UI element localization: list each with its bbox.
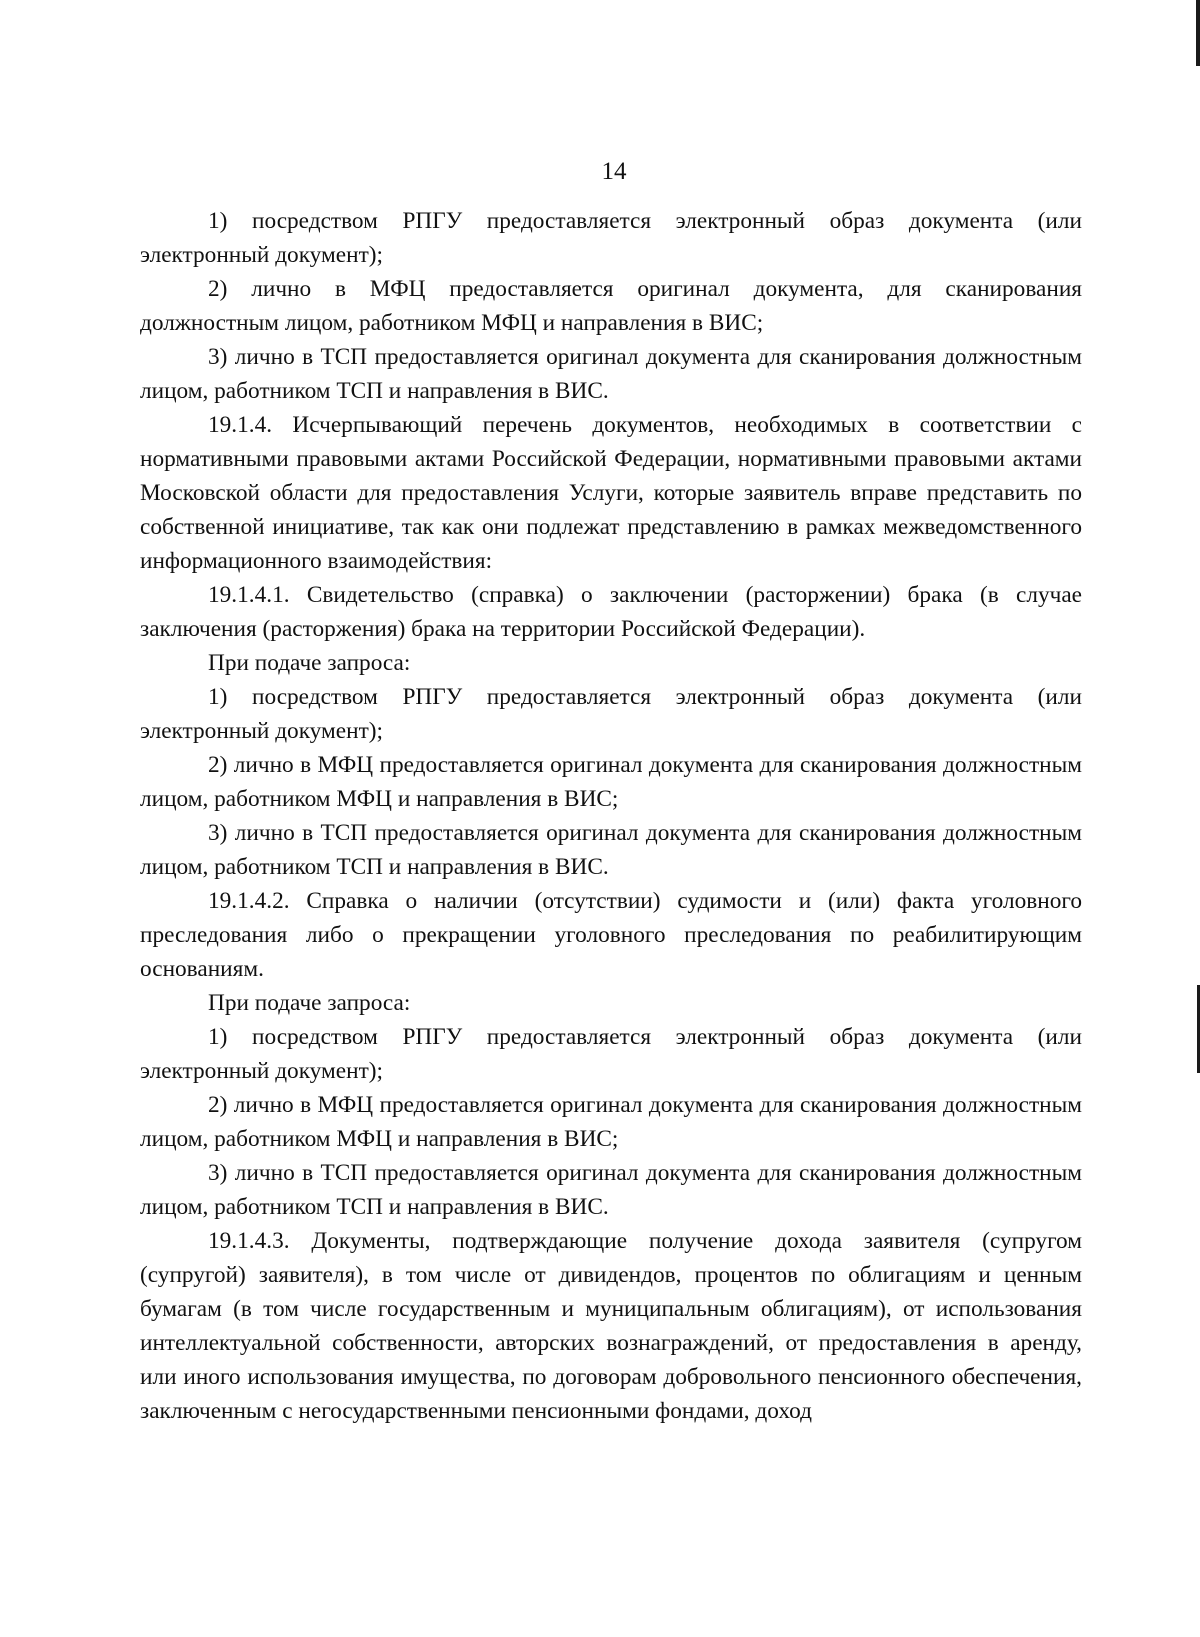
paragraph-item-2: 2) лично в МФЦ предоставляется оригинал документа для сканирования должностным лицом, работником МФЦ и направления в ВИС; [140,1092,1082,1152]
section-19-1-4-2: 19.1.4.2. Справка о наличии (отсутствии) судимости и (или) факта уголовного преследования либо о прекращении уголовного преследования по реабилитирующим основаниям. [140,888,1082,982]
request-heading: При подаче запроса: [208,650,411,676]
paragraph-item-3: 3) лично в ТСП предоставляется оригинал документа для сканирования должностным лицом, работником ТСП и направления в ВИС. [140,344,1082,404]
paragraph-item-3: 3) лично в ТСП предоставляется оригинал документа для сканирования должностным лицом, работником ТСП и направления в ВИС. [140,1160,1082,1220]
paragraph-item-1: 1) посредством РПГУ предоставляется электронный образ документа (или электронный документ); [140,208,1082,268]
paragraph-item-1: 1) посредством РПГУ предоставляется электронный образ документа (или электронный документ); [140,1024,1082,1084]
paragraph-item-2: 2) лично в МФЦ предоставляется оригинал документа для сканирования должностным лицом, работником МФЦ и направления в ВИС; [140,752,1082,812]
paragraph-item-1: 1) посредством РПГУ предоставляется электронный образ документа (или электронный документ); [140,684,1082,744]
document-body [140,204,1082,1428]
scan-edge-mark [1196,0,1200,66]
paragraph-item-2: 2) лично в МФЦ предоставляется оригинал документа, для сканирования должностным лицом, работником МФЦ и направления в ВИС; [140,276,1082,336]
section-19-1-4-3: 19.1.4.3. Документы, подтверждающие получение дохода заявителя (супругом (супругой) заявителя), в том числе от дивидендов, процентов по облигациям и ценным бумагам (в том числе государственным и муниципальным облигациям), от использования интеллектуальной собственности, авторских вознаграждений, от предоставления в аренду, или иного использования имущества, по договорам добровольного пенсионного обеспечения, заключенным с негосударственными пенсионными фондами, доход [140,1228,1082,1424]
section-19-1-4-1: 19.1.4.1. Свидетельство (справка) о заключении (расторжении) брака (в случае заключения (расторжения) брака на территории Российской Федерации). [140,582,1082,642]
paragraph-item-3: 3) лично в ТСП предоставляется оригинал документа для сканирования должностным лицом, работником ТСП и направления в ВИС. [140,820,1082,880]
request-heading: При подаче запроса: [208,990,411,1016]
page-number: 14 [601,158,627,185]
section-19-1-4: 19.1.4. Исчерпывающий перечень документов, необходимых в соответствии с нормативными правовыми актами Российской Федерации, нормативными правовыми актами Московской области для предоставления Услуги, которые заявитель вправе представить по собственной инициативе, так как они подлежат представлению в рамках межведомственного информационного взаимодействия: [140,412,1082,574]
